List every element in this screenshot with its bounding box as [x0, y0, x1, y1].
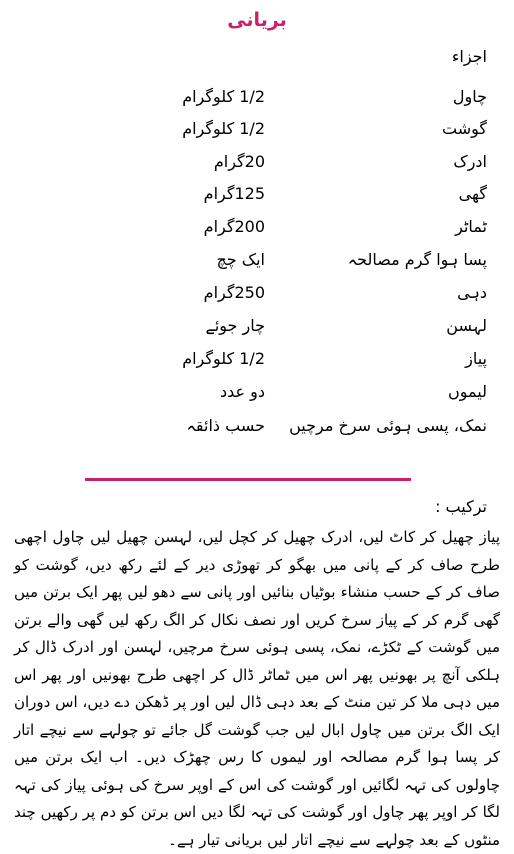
ingredient-row: [0, 380, 514, 410]
ingredient-row: [0, 414, 514, 444]
ingredient-quantity: 250گرام: [203, 283, 265, 302]
ingredient-row: [0, 347, 514, 377]
ingredient-quantity: 1/2 کلوگرام: [182, 349, 265, 368]
ingredient-row: [0, 281, 514, 311]
ingredient-quantity: 20گرام: [213, 152, 265, 171]
recipe-title: بریانی: [227, 9, 287, 31]
ingredient-row: [0, 117, 514, 147]
ingredient-name: نمک، پسی ہوئی سرخ مرچیں: [289, 416, 487, 435]
ingredient-name: لیموں: [448, 382, 487, 401]
method-text: پیاز چھیل کر کاٹ لیں، ادرک چھیل کر کچل لیں، لہسن چھیل لیں چاول اچھی طرح صاف کر کے پانی میں بھگو کر تھوڑی دیر کے لئے رکھ دیں، گوشت کو صاف کر کے حسب منشاء بوٹیاں بنائیں اور پانی سے دھو لیں پھر ایک برتن میں گھی گرم کر کے پیاز سرخ کریں اور نصف نکال کر الگ رکھ لیں گھی والے برتن میں گوشت کے ٹکڑے، نمک، پسی ہوئی سرخ مرچیں، لہسن اور ادرک ڈال کر ہلکی آنچ پر بھونیں پھر اس میں ٹماٹر ڈال کر اچھی طرح بھونیں اور پھر اس میں دہی ملا کر تین منٹ کے بعد دہی ڈال لیں اور پر ڈھکن دے دیں، اس دوران ایک الگ برتن میں چاول ابال لیں جب گوشت گل جائے تو چولہے سے نیچے اتار کر پسا ہوا گرم مصالحہ اور لیموں کا رس چھڑک دیں۔ اب ایک برتن میں چاولوں کی تہہ لگائیں اور گوشت کی اس کے اوپر سرخ کی ہوئی پیاز کی تہہ لگا کر اوپر پھر چاول اور گوشت کی تہہ لگا دیں اس برتن کو دم پر رکھیں چند منٹوں کے بعد چولہے سے نیچے اتار لیں بریانی تیار ہے۔: [14, 528, 500, 849]
ingredient-quantity: چار جوئے: [205, 316, 265, 335]
ingredient-quantity: 125گرام: [203, 184, 265, 203]
ingredient-row: [0, 215, 514, 245]
ingredient-quantity: دو عدد: [219, 382, 265, 401]
ingredient-quantity: 1/2 کلوگرام: [182, 119, 265, 138]
ingredient-name: دہی: [457, 283, 487, 302]
ingredient-name: گوشت: [442, 119, 487, 138]
ingredient-quantity: 200گرام: [203, 217, 265, 236]
ingredient-row: [0, 314, 514, 344]
ingredient-name: پیاز: [465, 349, 487, 368]
section-divider: [85, 478, 411, 481]
ingredients-heading: اجزاء: [451, 47, 487, 66]
ingredient-name: پسا ہوا گرم مصالحہ: [347, 250, 487, 269]
method-heading: ترکیب :: [435, 497, 487, 516]
ingredient-quantity: ایک چچ: [216, 250, 265, 269]
ingredient-row: [0, 150, 514, 180]
ingredient-name: ادرک: [453, 152, 487, 171]
ingredient-name: گھی: [458, 184, 487, 203]
ingredient-row: [0, 248, 514, 278]
ingredient-row: [0, 182, 514, 212]
ingredient-name: چاول: [452, 87, 487, 106]
ingredient-row: [0, 85, 514, 115]
ingredient-name: ٹماٹر: [455, 217, 487, 236]
ingredient-quantity: حسب ذائقہ: [186, 416, 265, 435]
ingredient-name: لہسن: [446, 316, 487, 335]
ingredient-quantity: 1/2 کلوگرام: [182, 87, 265, 106]
